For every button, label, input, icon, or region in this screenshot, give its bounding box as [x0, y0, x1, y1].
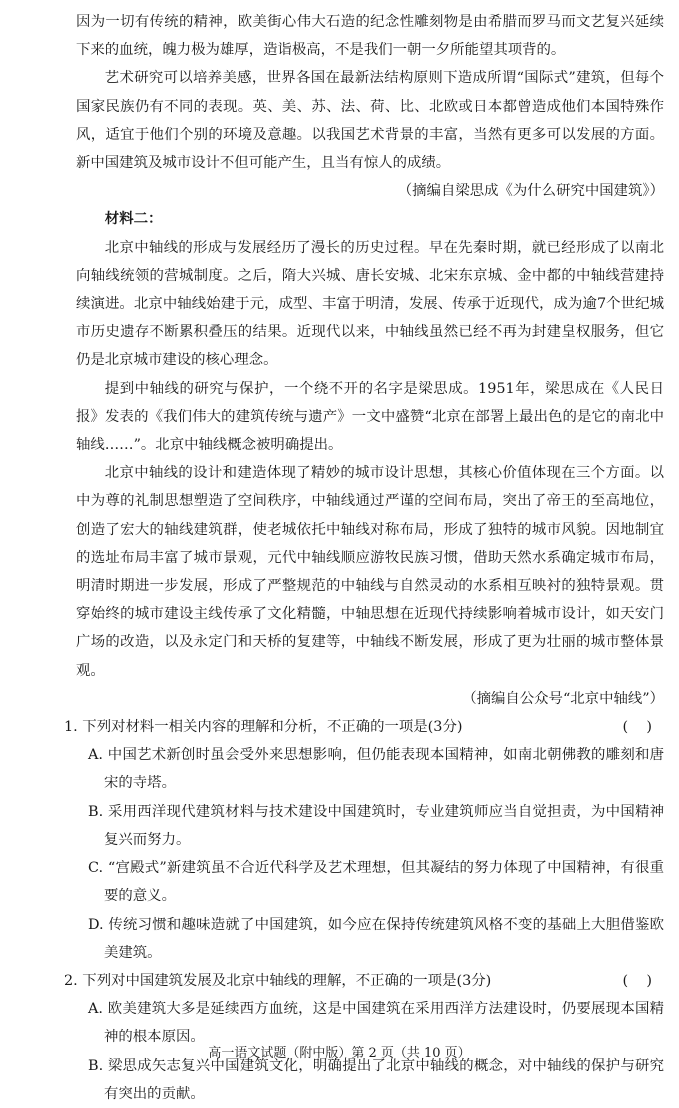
option-c: C. “宫殿式”新建筑虽不合近代科学及艺术理想，但其凝结的努力体现了中国精神，有很重要的意义。 [88, 860, 664, 905]
question-stem [64, 713, 664, 741]
option-a: A. 中国艺术新创时虽会受外来思想影响，但仍能表现本国精神，如南北朝佛教的雕刻和唐宋的寺塔。 [88, 747, 664, 792]
page-content [64, 8, 664, 1108]
material1-paragraph: 艺术研究可以培养美感，世界各国在最新法结构原则下造成所谓“国际式”建筑，但每个国家民族仍有不同的表现。英、美、苏、法、荷、比、北欧或日本都曾造成他们本国特殊作风，适宜于他们个别的环境及意趣。以我国艺术背景的丰富，当然有更多可以发展的方面。新中国建筑及城市设计不但可能产生，且当有惊人的成绩。 [76, 70, 664, 172]
answer-blank: ( ) [622, 972, 652, 989]
question-stem-text: 2. 下列对中国建筑发展及北京中轴线的理解，不正确的一项是(3分) [64, 972, 492, 989]
material1-source: （摘编自梁思成《为什么研究中国建筑》） [397, 183, 664, 200]
material1-paragraph: 因为一切有传统的精神，欧美街心伟大石造的纪念性雕刻物是由希腊而罗马而文艺复兴延续下来的血统，魄力极为雄厚，造诣极高，不是我们一朝一夕所能望其项背的。 [76, 14, 664, 59]
material2-paragraph: 北京中轴线的设计和建造体现了精妙的城市设计思想，其核心价值体现在三个方面。以中为尊的礼制思想塑造了空间秩序，中轴线通过严谨的空间布局，突出了帝王的至高地位，创造了宏大的轴线建筑群，使老城依托中轴线对称布局，形成了独特的城市风貌。因地制宜的选址布局丰富了城市景观，元代中轴线顺应游牧民族习惯，借助天然水系确定城市布局，明清时期进一步发展，形成了严整规范的中轴线与自然灵动的水系相互映衬的独特景观。贯穿始终的城市建设主线传承了文化精髓，中轴思想在近现代持续影响着城市设计，如天安门广场的改造，以及永定门和天桥的复建等，中轴线不断发展，形成了更为壮丽的城市整体景观。 [76, 465, 664, 679]
material2-paragraph: 北京中轴线的形成与发展经历了漫长的历史过程。早在先秦时期，就已经形成了以南北向轴线统领的营城制度。之后，隋大兴城、唐长安城、北宋东京城、金中都的中轴线营建持续演进。北京中轴线始建于元，成型、丰富于明清，发展、传承于近现代，成为逾7个世纪城市历史遗存不断累积叠压的结果。近现代以来，中轴线虽然已经不再为封建皇权服务，但它仍是北京城市建设的核心理念。 [76, 239, 664, 369]
option-b: B. 采用西洋现代建筑材料与技术建设中国建筑时，专业建筑师应当自觉担责，为中国精神复兴而努力。 [88, 803, 664, 848]
option-a: A. 欧美建筑大多是延续西方血统，这是中国建筑在采用西洋方法建设时，仍要展现本国精神的根本原因。 [88, 1001, 664, 1046]
question-stem-text: 1. 下列对材料一相关内容的理解和分析，不正确的一项是(3分) [64, 719, 463, 736]
material2-heading: 材料二： [104, 210, 163, 228]
question-2 [64, 967, 664, 1108]
option-b: B. 梁思成矢志复兴中国建筑文化，明确提出了北京中轴线的概念，对中轴线的保护与研究有突出的贡献。 [88, 1057, 664, 1102]
material2-paragraph: 提到中轴线的研究与保护，一个绕不开的名字是梁思成。1951年，梁思成在《人民日报》发表的《我们伟大的建筑传统与遗产》一文中盛赞“北京在部署上最出色的是它的南北中轴线……”。北京中轴线概念被明确提出。 [76, 380, 664, 454]
material2-source: （摘编自公众号“北京中轴线”） [462, 690, 664, 707]
question-1 [64, 713, 664, 967]
answer-blank: ( ) [622, 719, 652, 736]
question-stem [64, 967, 664, 995]
option-d: D. 传统习惯和趣味造就了中国建筑，如今应在保持传统建筑风格不变的基础上大胆借鉴欧美建筑。 [88, 916, 664, 961]
page-footer: 高一语文试题（附中版）第 2 页（共 10 页） [208, 1046, 471, 1061]
